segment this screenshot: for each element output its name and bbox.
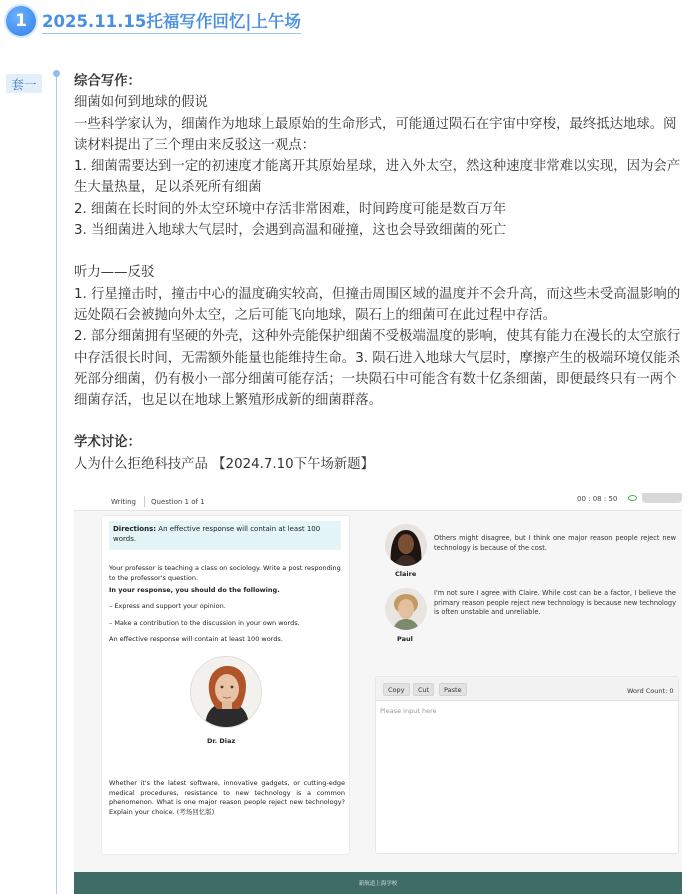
academic-topic: 人为什么拒绝科技产品 【2024.7.10下午场新题】	[74, 456, 375, 472]
recall-text	[74, 71, 686, 475]
school-footer: 新航道上海学校	[74, 872, 682, 894]
prompt-length: An effective response will contain at least 100 words.	[109, 635, 283, 643]
student-avatar-paul	[385, 588, 427, 630]
question-counter: Question 1 of 1	[151, 498, 205, 506]
timeline-dot	[53, 70, 60, 77]
test-topbar	[74, 493, 682, 511]
prompt-instruction: In your response, you should do the following.	[109, 586, 280, 594]
professor-question: Whether it's the latest software, innovative gadgets, or cutting-edge medical procedures, resistance to new technology is a common phenomenon. What is one major reason people reject new technology? Explain your choice. (考场回忆版)	[109, 779, 345, 816]
section-header	[6, 6, 301, 36]
response-editor[interactable]	[375, 676, 679, 854]
listening-point: 1. 行星撞击时，撞击中心的温度确实较高，但撞击周围区域的温度并不会升高，而这些未受高温影响的远处陨石会被抛向外太空，之后可能飞向地球，陨石上的细菌可在此过程中存活。	[74, 286, 681, 323]
integrated-topic: 细菌如何到地球的假说	[74, 95, 208, 111]
response-input[interactable]: Please input here	[380, 707, 437, 715]
prompt-bullet: – Make a contribution to the discussion in your own words.	[109, 619, 300, 627]
eye-icon[interactable]	[628, 495, 637, 501]
prompt-card	[101, 515, 350, 855]
word-count: Word Count: 0	[627, 687, 674, 695]
professor-avatar	[190, 656, 262, 728]
integrated-heading: 综合写作：	[74, 74, 141, 89]
timer: 00 : 08 : 50	[577, 495, 618, 503]
student-post: I'm not sure I agree with Claire. While cost can be a factor, I believe the primary reason people reject new technology is because new technology is often unstable and unreliable.	[434, 589, 676, 617]
editor-toolbar	[376, 677, 678, 701]
directions-text: An effective response will contain at least 100 words.	[113, 525, 321, 543]
prompt-bullet: – Express and support your opinion.	[109, 602, 226, 610]
student-name: Claire	[395, 570, 417, 578]
prompt-text: Your professor is teaching a class on sociology. Write a post responding to the professor's question.	[109, 564, 341, 582]
professor-name: Dr. Diaz	[207, 737, 236, 745]
reading-point: 1. 细菌需要达到一定的初速度才能离开其原始星球，进入外太空，然这种速度非常难以实现，因为会产生大量热量，足以杀死所有细菌	[74, 159, 681, 196]
listening-point: 2. 部分细菌拥有坚硬的外壳，这种外壳能保护细菌不受极端温度的影响，使其有能力在漫长的太空旅行中存活很长时间，无需额外能量也能维持生命。3. 陨石进入地球大气层时，摩擦产生的极端环境仅能杀死部分细菌，仍有极小一部分细菌可能存活；一块陨石中可能含有数十亿条细菌，即便最终只有一两个细菌存活，也足以在地球上繁殖形成新的细菌群落。	[74, 329, 681, 409]
student-avatar-claire	[385, 524, 427, 566]
section-label: Writing	[111, 498, 136, 506]
listening-heading: 听力——反驳	[74, 265, 155, 281]
academic-heading: 学术讨论：	[74, 435, 141, 451]
reading-point: 3. 当细菌进入地球大气层时，会遇到高温和碰撞，这也会导致细菌的死亡	[74, 223, 507, 239]
set-tag: 套一	[6, 74, 42, 93]
directions-label: Directions:	[113, 525, 157, 533]
section-number-badge: 1	[6, 6, 36, 36]
reading-point: 2. 细菌在长时间的外太空环境中存活非常困难，时间跨度可能是数百万年	[74, 201, 507, 217]
hide-time-button[interactable]	[642, 493, 682, 503]
cut-button[interactable]: Cut	[413, 683, 434, 696]
paste-button[interactable]: Paste	[439, 683, 467, 696]
directions-box	[109, 521, 341, 550]
student-name: Paul	[397, 635, 413, 643]
test-screenshot	[74, 493, 682, 894]
integrated-intro: 一些科学家认为，细菌作为地球上最原始的生命形式，可能通过陨石在宇宙中穿梭，最终抵达地球。阅读材料提出了三个理由来反驳这一观点：	[74, 116, 677, 153]
copy-button[interactable]: Copy	[383, 683, 410, 696]
student-post: Others might disagree, but I think one major reason people reject new technology is because of the cost.	[434, 534, 676, 552]
timeline-line	[56, 70, 57, 894]
section-title[interactable]: 2025.11.15托福写作回忆|上午场	[42, 8, 301, 34]
divider	[144, 496, 145, 507]
